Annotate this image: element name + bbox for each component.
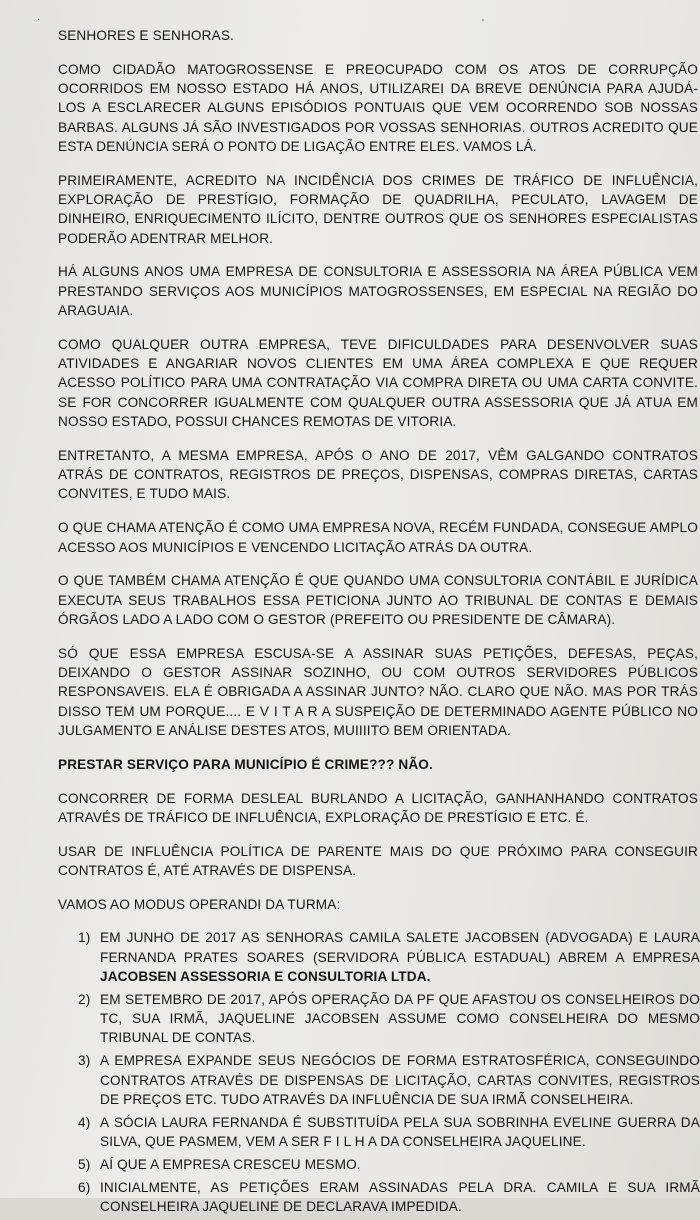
list-item	[58, 990, 700, 1048]
list-item-text: INICIALMENTE, AS PETIÇÕES ERAM ASSINADAS PELA DRA. CAMILA E SUA IRMÃ CONSELHEIRA JAQUELINE DE DECLARAVA IMPEDIDA.	[100, 1179, 700, 1214]
scan-mark: ·	[37, 14, 41, 25]
company-name: JACOBSEN ASSESSORIA E CONSULTORIA LTDA.	[100, 969, 431, 985]
paragraph-company: HÁ ALGUNS ANOS UMA EMPRESA DE CONSULTORIA E ASSESSORIA NA ÁREA PÚBLICA VEM PRESTANDO SERVIÇOS AOS MUNICÍPIOS MATOGROSSENSES, EM ESPECIAL NA REGIÃO DO ARAGUAIA.	[58, 264, 698, 319]
paragraph-consultancy: O QUE TAMBÉM CHAMA ATENÇÃO É QUE QUANDO UMA CONSULTORIA CONTÁBIL E JURÍDICA EXECUTA SEUS TRABALHOS ESSA PETICIONA JUNTO AO TRIBUNAL DE CONTAS E DEMAIS ÓRGÃOS LADO A LADO COM O GESTOR (PREFEITO OU PRESIDENTE DE CÂMARA).	[58, 573, 698, 627]
list-item	[58, 1155, 700, 1174]
list-item	[58, 1113, 700, 1152]
list-item	[58, 1178, 700, 1217]
list-item-text: EM SETEMBRO DE 2017, APÓS OPERAÇÃO DA PF QUE AFASTOU OS CONSELHEIROS DO TC, SUA IRMÃ, JAQUELINE JACOBSEN ASSUME COMO CONSELHEIRA DO MESMO TRIBUNAL DE CONTAS.	[100, 991, 700, 1046]
salutation: SENHORES E SENHORAS.	[58, 28, 234, 43]
paragraph-unfair: CONCORRER DE FORMA DESLEAL BURLANDO A LICITAÇÃO, GANHANHANDO CONTRATOS ATRAVÉS DE TRÁFICO DE INFLUÊNCIA, EXPLORAÇÃO DE PRESTÍGIO E ETC. É.	[58, 790, 698, 825]
list-item-number: 6)	[78, 1179, 91, 1195]
paragraph-signatures: SÓ QUE ESSA EMPRESA ESCUSA-SE A ASSINAR SUAS PETIÇÕES, DEFESAS, PEÇAS, DEIXANDO O GESTOR ASSINAR SOZINHO, OU COM OUTROS SERVIDORES PÚBLICOS RESPONSAVEIS. ELA É OBRIGADA A ASSINAR JUNTO? NÃO. CLARO QUE NÃO. MAS POR TRÁS DISSO TEM UM PORQUE.... E V I T A R A SUSPEIÇÃO DE DETERMINADO AGENTE PÚBLICO NO JULGAMENTO E ANÁLISE DESTES ATOS, MUIIIITO BEM ORIENTADA.	[58, 645, 698, 738]
document-body	[58, 26, 698, 1220]
modus-operandi-list	[58, 928, 698, 1216]
list-item	[58, 928, 700, 986]
list-item	[58, 1051, 700, 1109]
list-item-text: A EMPRESA EXPANDE SEUS NEGÓCIOS DE FORMA ESTRATOSFÉRICA, CONSEGUINDO CONTRATOS ATRAVÉS DE DISPENSAS DE LICITAÇÃO, CARTAS CONVITES, REGISTROS DE PREÇOS ETC. TUDO ATRAVÉS DA INFLUÊNCIA DE SUA IRMÃ CONSELHEIRA.	[100, 1053, 700, 1107]
list-item-text: AÍ QUE A EMPRESA CRESCEU MESMO.	[100, 1156, 361, 1172]
paragraph-attention: O QUE CHAMA ATENÇÃO É COMO UMA EMPRESA NOVA, RECÉM FUNDADA, CONSEGUE AMPLO ACESSO AOS MUNICÍPIOS E VENCENDO LICITAÇÃO ATRÁS DA OUTRA.	[58, 520, 698, 555]
paragraph-modus: VAMOS AO MODUS OPERANDI DA TURMA:	[58, 896, 341, 912]
paragraph-influence: USAR DE INFLUÊNCIA POLÍTICA DE PARENTE MAIS DO QUE PRÓXIMO PARA CONSEGUIR CONTRATOS É, ATÉ ATRAVÉS DE DISPENSA.	[58, 843, 698, 878]
list-item-number: 2)	[78, 991, 91, 1007]
scan-mark: '	[482, 18, 484, 29]
list-item-text-plain: EM JUNHO DE 2017 AS SENHORAS CAMILA SALETE JACOBSEN (ADVOGADA) E LAURA FERNANDA PRATES SOARES (SERVIDORA PÚBLICA ESTADUAL) ABREM A EMPRESA	[100, 930, 700, 965]
paragraph-intro: COMO CIDADÃO MATOGROSSENSE E PREOCUPADO COM OS ATOS DE CORRUPÇÃO OCORRIDOS EM NOSSO ESTADO HÁ ANOS, UTILIZAREI DA BREVE DENÚNCIA PARA AJUDÁ-LOS A ESCLARECER ALGUNS EPISÓDIOS PONTUAIS QUE VEM OCORRENDO SOB NOSSAS BARBAS. ALGUNS JÁ SÃO INVESTIGADOS POR VOSSAS SENHORIAS. OUTROS ACREDITO QUE ESTA DENÚNCIA SERÁ O PONTO DE LIGAÇÃO ENTRE ELES. VAMOS LÁ.	[58, 61, 698, 154]
list-item-text: A SÓCIA LAURA FERNANDA É SUBSTITUÍDA PELA SUA SOBRINHA EVELINE GUERRA DA SILVA, QUE PASMEM, VEM A SER F I L H A DA CONSELHEIRA JAQUELINE.	[100, 1114, 700, 1149]
list-item-number: 5)	[78, 1156, 91, 1172]
paragraph-difficulties: COMO QUALQUER OUTRA EMPRESA, TEVE DIFICULDADES PARA DESENVOLVER SUAS ATIVIDADES E ANGARIAR NOVOS CLIENTES EM UMA ÁREA COMPLEXA E QUE REQUER ACESSO POLÍTICO PARA UMA CONTRATAÇÃO VIA COMPRA DIRETA OU UMA CARTA CONVITE. SE FOR CONCORRER IGUALMENTE COM QUALQUER OUTRA ASSESSORIA QUE JÁ ATUA EM NOSSO ESTADO, POSSUI CHANCES REMOTAS DE VITORIA.	[58, 336, 698, 430]
list-item-number: 3)	[78, 1053, 91, 1069]
section-heading: PRESTAR SERVIÇO PARA MUNICÍPIO É CRIME??? NÃO.	[58, 756, 433, 772]
paragraph-crimes: PRIMEIRAMENTE, ACREDITO NA INCIDÊNCIA DOS CRIMES DE TRÁFICO DE INFLUÊNCIA, EXPLORAÇÃO DE PRESTÍGIO, FORMAÇÃO DE QUADRILHA, PECULATO, LAVAGEM DE DINHEIRO, ENRIQUECIMENTO ILÍCITO, DENTRE OUTROS QUE OS SENHORES ESPECIALISTAS PODERÃO ADENTRAR MELHOR.	[58, 172, 698, 246]
list-item-text	[100, 928, 700, 986]
list-item-number: 1)	[78, 930, 91, 946]
paragraph-contracts: ENTRETANTO, A MESMA EMPRESA, APÓS O ANO DE 2017, VÊM GALGANDO CONTRATOS ATRÁS DE CONTRATOS, REGISTROS DE PREÇOS, DISPENSAS, COMPRAS DIRETAS, CARTAS CONVITES, E TUDO MAIS.	[58, 447, 698, 502]
list-item-number: 4)	[78, 1114, 91, 1130]
